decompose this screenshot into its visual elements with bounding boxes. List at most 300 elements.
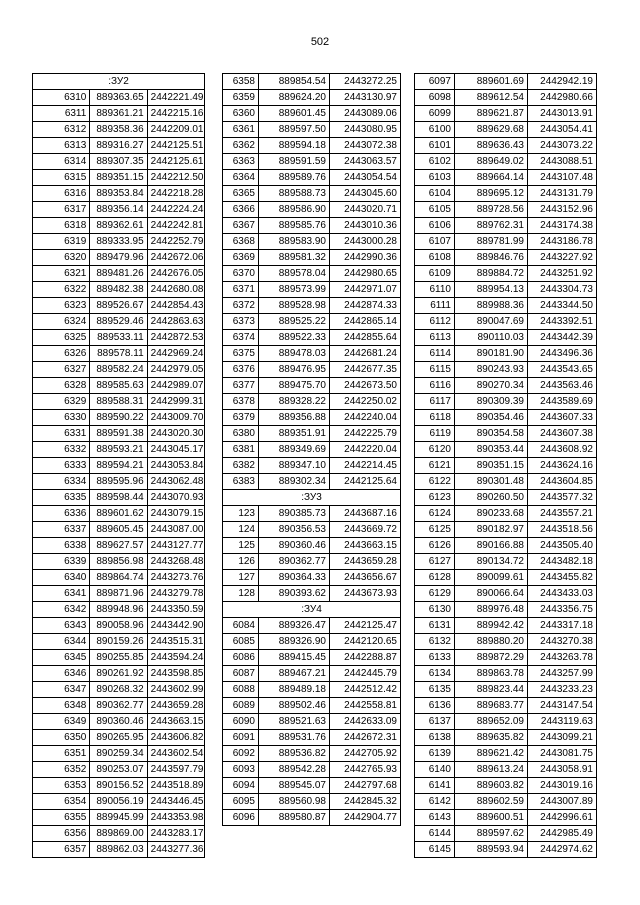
table-row (223, 474, 401, 490)
y-coordinate: 2443070.93 (147, 490, 204, 506)
table-row (223, 698, 401, 714)
y-coordinate: 2442220.04 (330, 442, 401, 458)
point-number: 6365 (223, 186, 259, 202)
x-coordinate: 890156.52 (90, 778, 147, 794)
x-coordinate: 889560.98 (259, 794, 330, 810)
x-coordinate: 889864.74 (90, 570, 147, 586)
table-row (33, 266, 205, 282)
table-row (33, 394, 205, 410)
x-coordinate: 889361.21 (90, 106, 147, 122)
table-row (223, 778, 401, 794)
table-row (33, 298, 205, 314)
y-coordinate: 2443088.51 (528, 154, 597, 170)
point-number: 6136 (415, 698, 455, 714)
point-number: 6374 (223, 330, 259, 346)
point-number: 6338 (33, 538, 90, 554)
table-row (223, 522, 401, 538)
y-coordinate: 2443392.51 (528, 314, 597, 330)
point-number: 6105 (415, 202, 455, 218)
coordinates-table-middle (222, 73, 401, 826)
table-row (415, 586, 597, 602)
table-row (415, 218, 597, 234)
table-row (223, 154, 401, 170)
table-row (415, 314, 597, 330)
x-coordinate: 889316.27 (90, 138, 147, 154)
table-row (223, 282, 401, 298)
y-coordinate: 2443283.17 (147, 826, 204, 842)
x-coordinate: 889536.82 (259, 746, 330, 762)
y-coordinate: 2443563.46 (528, 378, 597, 394)
point-number: 6124 (415, 506, 455, 522)
y-coordinate: 2443607.38 (528, 426, 597, 442)
y-coordinate: 2443442.90 (147, 618, 204, 634)
x-coordinate: 889600.51 (455, 810, 528, 826)
point-number: 6140 (415, 762, 455, 778)
table-row (33, 138, 205, 154)
point-number: 6346 (33, 666, 90, 682)
y-coordinate: 2442765.93 (330, 762, 401, 778)
coordinates-table-left (32, 73, 205, 858)
point-number: 6364 (223, 170, 259, 186)
x-coordinate: 889475.70 (259, 378, 330, 394)
x-coordinate: 889545.07 (259, 778, 330, 794)
y-coordinate: 2443072.38 (330, 138, 401, 154)
x-coordinate: 890243.93 (455, 362, 528, 378)
x-coordinate: 889415.45 (259, 650, 330, 666)
section-header-row (33, 74, 205, 90)
point-number: 6381 (223, 442, 259, 458)
y-coordinate: 2443063.57 (330, 154, 401, 170)
table-row (223, 714, 401, 730)
table-row (415, 746, 597, 762)
y-coordinate: 2443344.50 (528, 298, 597, 314)
y-coordinate: 2443515.31 (147, 634, 204, 650)
table-row (33, 314, 205, 330)
point-number: 6133 (415, 650, 455, 666)
table-row (223, 250, 401, 266)
point-number: 6379 (223, 410, 259, 426)
table-row (223, 666, 401, 682)
y-coordinate: 2442985.49 (528, 826, 597, 842)
table-row (223, 74, 401, 90)
point-number: 6320 (33, 250, 90, 266)
x-coordinate: 890159.26 (90, 634, 147, 650)
x-coordinate: 889649.02 (455, 154, 528, 170)
point-number: 6343 (33, 618, 90, 634)
x-coordinate: 890233.68 (455, 506, 528, 522)
x-coordinate: 889582.24 (90, 362, 147, 378)
y-coordinate: 2442863.63 (147, 314, 204, 330)
x-coordinate: 889598.44 (90, 490, 147, 506)
y-coordinate: 2443080.95 (330, 122, 401, 138)
x-coordinate: 889347.10 (259, 458, 330, 474)
x-coordinate: 889307.35 (90, 154, 147, 170)
point-number: 6373 (223, 314, 259, 330)
table-row (415, 458, 597, 474)
point-number: 6104 (415, 186, 455, 202)
y-coordinate: 2443317.18 (528, 618, 597, 634)
table-row (223, 506, 401, 522)
y-coordinate: 2443656.67 (330, 570, 401, 586)
y-coordinate: 2443304.73 (528, 282, 597, 298)
y-coordinate: 2443045.17 (147, 442, 204, 458)
x-coordinate: 889363.65 (90, 90, 147, 106)
x-coordinate: 889581.32 (259, 250, 330, 266)
y-coordinate: 2443663.15 (147, 714, 204, 730)
point-number: 6333 (33, 458, 90, 474)
table-row (223, 634, 401, 650)
point-number: 6352 (33, 762, 90, 778)
y-coordinate: 2442681.24 (330, 346, 401, 362)
table-row (223, 538, 401, 554)
x-coordinate: 889476.95 (259, 362, 330, 378)
x-coordinate: 889588.31 (90, 394, 147, 410)
point-number: 6088 (223, 682, 259, 698)
x-coordinate: 889573.99 (259, 282, 330, 298)
x-coordinate: 889356.14 (90, 202, 147, 218)
point-number: 6093 (223, 762, 259, 778)
x-coordinate: 889533.11 (90, 330, 147, 346)
point-number: 6106 (415, 218, 455, 234)
y-coordinate: 2443594.24 (147, 650, 204, 666)
table-row (223, 218, 401, 234)
table-row (33, 634, 205, 650)
point-number: 6094 (223, 778, 259, 794)
point-number: 6312 (33, 122, 90, 138)
y-coordinate: 2443598.85 (147, 666, 204, 682)
point-number: 6339 (33, 554, 90, 570)
x-coordinate: 889605.45 (90, 522, 147, 538)
point-number: 6367 (223, 218, 259, 234)
y-coordinate: 2442212.50 (147, 170, 204, 186)
table-row (415, 282, 597, 298)
point-number: 6337 (33, 522, 90, 538)
x-coordinate: 889856.98 (90, 554, 147, 570)
table-row (415, 762, 597, 778)
x-coordinate: 890259.34 (90, 746, 147, 762)
table-row (415, 554, 597, 570)
point-number: 6316 (33, 186, 90, 202)
y-coordinate: 2442855.64 (330, 330, 401, 346)
point-number: 6361 (223, 122, 259, 138)
y-coordinate: 2442252.79 (147, 234, 204, 250)
point-number: 6095 (223, 794, 259, 810)
table-row (415, 778, 597, 794)
table-row (223, 426, 401, 442)
point-number: 6117 (415, 394, 455, 410)
table-row (33, 842, 205, 858)
y-coordinate: 2442974.62 (528, 842, 597, 858)
x-coordinate: 890353.44 (455, 442, 528, 458)
table-row (33, 698, 205, 714)
table-row (415, 250, 597, 266)
table-row (415, 266, 597, 282)
table-row (33, 330, 205, 346)
x-coordinate: 889601.62 (90, 506, 147, 522)
table-row (33, 458, 205, 474)
table-row (415, 122, 597, 138)
section-header-row (223, 602, 401, 618)
y-coordinate: 2442125.51 (147, 138, 204, 154)
y-coordinate: 2443127.77 (147, 538, 204, 554)
y-coordinate: 2443081.75 (528, 746, 597, 762)
y-coordinate: 2443602.54 (147, 746, 204, 762)
y-coordinate: 2443442.39 (528, 330, 597, 346)
point-number: 6310 (33, 90, 90, 106)
point-number: 6362 (223, 138, 259, 154)
table-row (415, 474, 597, 490)
table-row (223, 570, 401, 586)
x-coordinate: 889635.82 (455, 730, 528, 746)
point-number: 6349 (33, 714, 90, 730)
x-coordinate: 889593.94 (455, 842, 528, 858)
point-number: 6099 (415, 106, 455, 122)
x-coordinate: 889591.59 (259, 154, 330, 170)
point-number: 6331 (33, 426, 90, 442)
y-coordinate: 2442989.07 (147, 378, 204, 394)
x-coordinate: 889683.77 (455, 698, 528, 714)
table-row (415, 154, 597, 170)
x-coordinate: 890134.72 (455, 554, 528, 570)
y-coordinate: 2442942.19 (528, 74, 597, 90)
table-row (33, 282, 205, 298)
x-coordinate: 889589.76 (259, 170, 330, 186)
x-coordinate: 889854.54 (259, 74, 330, 90)
x-coordinate: 889880.20 (455, 634, 528, 650)
x-coordinate: 889664.14 (455, 170, 528, 186)
table-row (223, 410, 401, 426)
y-coordinate: 2442512.42 (330, 682, 401, 698)
x-coordinate: 890351.15 (455, 458, 528, 474)
point-number: 6329 (33, 394, 90, 410)
x-coordinate: 890270.34 (455, 378, 528, 394)
y-coordinate: 2442969.24 (147, 346, 204, 362)
table-row (415, 346, 597, 362)
x-coordinate: 889529.46 (90, 314, 147, 330)
point-number: 6120 (415, 442, 455, 458)
table-row (415, 298, 597, 314)
point-number: 6335 (33, 490, 90, 506)
x-coordinate: 889478.03 (259, 346, 330, 362)
table-row (223, 298, 401, 314)
x-coordinate: 889521.63 (259, 714, 330, 730)
x-coordinate: 889602.59 (455, 794, 528, 810)
point-number: 6091 (223, 730, 259, 746)
point-number: 6110 (415, 282, 455, 298)
table-row (33, 522, 205, 538)
y-coordinate: 2443009.70 (147, 410, 204, 426)
table-row (223, 442, 401, 458)
x-coordinate: 889954.13 (455, 282, 528, 298)
table-row (223, 618, 401, 634)
y-coordinate: 2442874.33 (330, 298, 401, 314)
x-coordinate: 889621.42 (455, 746, 528, 762)
point-number: 6326 (33, 346, 90, 362)
point-number: 127 (223, 570, 259, 586)
point-number: 6103 (415, 170, 455, 186)
y-coordinate: 2442250.02 (330, 394, 401, 410)
point-number: 6382 (223, 458, 259, 474)
x-coordinate: 889948.96 (90, 602, 147, 618)
x-coordinate: 889467.21 (259, 666, 330, 682)
x-coordinate: 889356.88 (259, 410, 330, 426)
y-coordinate: 2443073.22 (528, 138, 597, 154)
y-coordinate: 2442979.05 (147, 362, 204, 378)
y-coordinate: 2442705.92 (330, 746, 401, 762)
table-row (33, 618, 205, 634)
y-coordinate: 2443186.78 (528, 234, 597, 250)
section-label: :ЗУ3 (223, 490, 401, 506)
x-coordinate: 889526.67 (90, 298, 147, 314)
y-coordinate: 2443659.28 (330, 554, 401, 570)
table-row (415, 842, 597, 858)
x-coordinate: 890360.46 (259, 538, 330, 554)
y-coordinate: 2442672.06 (147, 250, 204, 266)
point-number: 6360 (223, 106, 259, 122)
table-row (223, 746, 401, 762)
x-coordinate: 890362.77 (90, 698, 147, 714)
table-row (33, 218, 205, 234)
point-number: 6341 (33, 586, 90, 602)
point-number: 6141 (415, 778, 455, 794)
table-row (415, 682, 597, 698)
y-coordinate: 2442633.09 (330, 714, 401, 730)
x-coordinate: 889578.11 (90, 346, 147, 362)
x-coordinate: 889585.76 (259, 218, 330, 234)
table-row (223, 186, 401, 202)
y-coordinate: 2443455.82 (528, 570, 597, 586)
point-number: 6101 (415, 138, 455, 154)
table-row (223, 138, 401, 154)
y-coordinate: 2443604.85 (528, 474, 597, 490)
y-coordinate: 2442980.66 (528, 90, 597, 106)
point-number: 6363 (223, 154, 259, 170)
y-coordinate: 2443058.91 (528, 762, 597, 778)
y-coordinate: 2443147.54 (528, 698, 597, 714)
table-row (415, 186, 597, 202)
x-coordinate: 889597.62 (455, 826, 528, 842)
point-number: 6336 (33, 506, 90, 522)
y-coordinate: 2443131.79 (528, 186, 597, 202)
x-coordinate: 889590.22 (90, 410, 147, 426)
y-coordinate: 2442120.65 (330, 634, 401, 650)
table-row (415, 330, 597, 346)
table-row (415, 394, 597, 410)
point-number: 6321 (33, 266, 90, 282)
table-row (223, 394, 401, 410)
x-coordinate: 890261.92 (90, 666, 147, 682)
point-number: 6097 (415, 74, 455, 90)
point-number: 6138 (415, 730, 455, 746)
x-coordinate: 890301.48 (455, 474, 528, 490)
x-coordinate: 889781.99 (455, 234, 528, 250)
point-number: 6325 (33, 330, 90, 346)
y-coordinate: 2443518.56 (528, 522, 597, 538)
point-number: 6144 (415, 826, 455, 842)
point-number: 6366 (223, 202, 259, 218)
x-coordinate: 890354.46 (455, 410, 528, 426)
point-number: 124 (223, 522, 259, 538)
x-coordinate: 889871.96 (90, 586, 147, 602)
y-coordinate: 2443233.23 (528, 682, 597, 698)
table-row (33, 346, 205, 362)
x-coordinate: 890056.19 (90, 794, 147, 810)
y-coordinate: 2443013.91 (528, 106, 597, 122)
y-coordinate: 2443054.41 (528, 122, 597, 138)
point-number: 6353 (33, 778, 90, 794)
y-coordinate: 2443350.59 (147, 602, 204, 618)
point-number: 6122 (415, 474, 455, 490)
y-coordinate: 2442677.35 (330, 362, 401, 378)
y-coordinate: 2442980.65 (330, 266, 401, 282)
table-row (33, 730, 205, 746)
table-row (33, 714, 205, 730)
x-coordinate: 889595.96 (90, 474, 147, 490)
point-number: 126 (223, 554, 259, 570)
x-coordinate: 889326.47 (259, 618, 330, 634)
table-row (415, 810, 597, 826)
table-row (415, 538, 597, 554)
x-coordinate: 890360.46 (90, 714, 147, 730)
table-row (33, 778, 205, 794)
point-number: 6383 (223, 474, 259, 490)
x-coordinate: 889528.98 (259, 298, 330, 314)
x-coordinate: 890181.90 (455, 346, 528, 362)
table-row (223, 362, 401, 378)
y-coordinate: 2443659.28 (147, 698, 204, 714)
x-coordinate: 889580.87 (259, 810, 330, 826)
y-coordinate: 2442999.31 (147, 394, 204, 410)
x-coordinate: 889601.45 (259, 106, 330, 122)
x-coordinate: 889872.29 (455, 650, 528, 666)
x-coordinate: 889762.31 (455, 218, 528, 234)
point-number: 6372 (223, 298, 259, 314)
table-row (223, 586, 401, 602)
x-coordinate: 890265.95 (90, 730, 147, 746)
y-coordinate: 2443268.48 (147, 554, 204, 570)
x-coordinate: 890268.32 (90, 682, 147, 698)
point-number: 6311 (33, 106, 90, 122)
point-number: 6345 (33, 650, 90, 666)
y-coordinate: 2442797.68 (330, 778, 401, 794)
page-number: 502 (310, 36, 330, 48)
x-coordinate: 890047.69 (455, 314, 528, 330)
x-coordinate: 889869.00 (90, 826, 147, 842)
table-row (33, 666, 205, 682)
table-row (33, 650, 205, 666)
point-number: 6128 (415, 570, 455, 586)
x-coordinate: 889586.90 (259, 202, 330, 218)
point-number: 125 (223, 538, 259, 554)
table-row (415, 634, 597, 650)
table-row (33, 762, 205, 778)
table-row (33, 554, 205, 570)
x-coordinate: 890354.58 (455, 426, 528, 442)
y-coordinate: 2443087.00 (147, 522, 204, 538)
point-number: 6354 (33, 794, 90, 810)
x-coordinate: 890309.39 (455, 394, 528, 410)
x-coordinate: 889531.76 (259, 730, 330, 746)
point-number: 6344 (33, 634, 90, 650)
x-coordinate: 890058.96 (90, 618, 147, 634)
y-coordinate: 2442215.16 (147, 106, 204, 122)
y-coordinate: 2443099.21 (528, 730, 597, 746)
point-number: 6119 (415, 426, 455, 442)
x-coordinate: 890393.62 (259, 586, 330, 602)
table-row (33, 186, 205, 202)
point-number: 6125 (415, 522, 455, 538)
x-coordinate: 889358.36 (90, 122, 147, 138)
